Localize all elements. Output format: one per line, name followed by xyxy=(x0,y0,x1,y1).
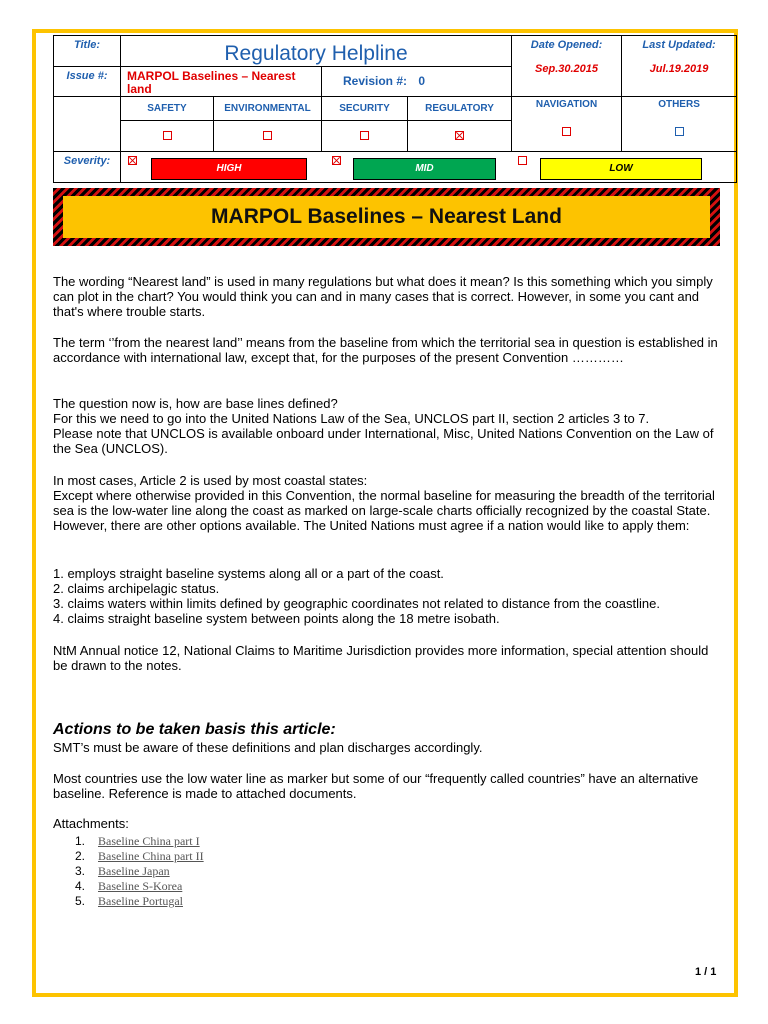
p3b-text: For this we need to go into the United Nations Law of the Sea, UNCLOS part II, section 2 articles 3 to 7. xyxy=(53,411,650,426)
attachment-number: 4. xyxy=(75,879,86,893)
attachment-link-s-korea[interactable]: Baseline S-Korea xyxy=(98,879,183,893)
category-security: SECURITY xyxy=(322,97,408,121)
list-item: 4. claims straight baseline system between points along the 18 metre isobath. xyxy=(53,611,500,626)
regulatory-check-cell xyxy=(408,121,512,152)
p3a-text: The question now is, how are base lines defined? xyxy=(53,396,338,411)
attachment-link-portugal[interactable]: Baseline Portugal xyxy=(98,894,183,908)
safety-checkbox[interactable] xyxy=(163,131,172,140)
others-checkbox[interactable] xyxy=(675,127,684,136)
p2-text: The term ‘’from the nearest land’’ means from the baseline from which the territorial sea in question is established in accordance with international law, except that, for the purposes of the present Convention ………… xyxy=(53,335,718,365)
p4a-text: In most cases, Article 2 is used by most coastal states: xyxy=(53,473,368,488)
category-safety: SAFETY xyxy=(121,97,214,121)
list-item xyxy=(75,834,204,849)
issue-cell xyxy=(121,67,322,97)
severity-low-checkbox[interactable] xyxy=(518,156,527,165)
actions-paragraph-1 xyxy=(53,740,725,755)
last-updated-label: Last Updated: xyxy=(642,39,716,51)
category-spacer xyxy=(54,97,121,152)
page-number: 1 / 1 xyxy=(695,966,717,978)
p5-text: NtM Annual notice 12, National Claims to Maritime Jurisdiction provides more information, special attention should be drawn to the notes. xyxy=(53,643,709,673)
revision-label: Revision #: xyxy=(343,74,408,88)
list-item: 2. claims archipelagic status. xyxy=(53,581,220,596)
category-regulatory: REGULATORY xyxy=(408,97,512,121)
security-checkbox[interactable] xyxy=(360,131,369,140)
baseline-options-list xyxy=(53,566,725,626)
security-check-cell xyxy=(322,121,408,152)
doc-title: Regulatory Helpline xyxy=(224,42,408,65)
severity-label: Severity: xyxy=(63,155,111,167)
attachment-number: 1. xyxy=(75,834,86,848)
actions-p1-text: SMT’s must be aware of these definitions and plan discharges accordingly. xyxy=(53,740,483,755)
paragraph-2 xyxy=(53,335,725,365)
list-item: 1. employs straight baseline systems along all or a part of the coast. xyxy=(53,566,444,581)
issue-label-cell xyxy=(54,67,121,97)
date-opened-label: Date Opened: xyxy=(530,39,603,51)
list-item xyxy=(75,849,204,864)
p1-text: The wording “Nearest land” is used in many regulations but what does it mean? Is this something which you simply can plot in the chart? You would think you can and in many cases that is correct. However, in some you cant and that's where trouble starts. xyxy=(53,274,713,319)
paragraph-3 xyxy=(53,396,725,456)
date-opened-value: Sep.30.2015 xyxy=(535,63,599,75)
severity-mid-checkbox[interactable] xyxy=(332,156,341,165)
navigation-cell xyxy=(512,97,622,152)
list-item xyxy=(75,864,204,879)
attachment-number: 5. xyxy=(75,894,86,908)
paragraph-1 xyxy=(53,274,725,319)
list-item xyxy=(75,879,204,894)
attachment-link-china-1[interactable]: Baseline China part I xyxy=(98,834,200,848)
list-item xyxy=(75,894,204,909)
actions-heading: Actions to be taken basis this article: xyxy=(53,721,336,738)
list-item: 3. claims waters within limits defined by geographic coordinates not related to distance from the coastline. xyxy=(53,596,660,611)
severity-label-cell xyxy=(54,152,121,183)
revision-value: 0 xyxy=(418,74,426,88)
environmental-check-cell xyxy=(214,121,322,152)
p4b-text: Except where otherwise provided in this Convention, the normal baseline for measuring the breadth of the territorial sea is the low-water line along the coast as marked on large-scale charts officially recognized by the coastal State. However, there are other options available. The United Nations must agree if a nation would like to apply them: xyxy=(53,488,715,533)
banner-title: MARPOL Baselines – Nearest Land xyxy=(63,196,710,238)
revision-cell xyxy=(322,67,512,97)
p3c-text: Please note that UNCLOS is available onboard under International, Misc, United Nations Convention on the Law of the Sea (UNCLOS). xyxy=(53,426,714,456)
last-updated-cell xyxy=(622,36,737,97)
title-label-cell xyxy=(54,36,121,67)
hazard-banner xyxy=(53,188,720,246)
regulatory-checkbox-checked[interactable] xyxy=(455,131,464,140)
issue-label: Issue #: xyxy=(66,70,108,82)
navigation-checkbox[interactable] xyxy=(562,127,571,136)
environmental-checkbox[interactable] xyxy=(263,131,272,140)
safety-check-cell xyxy=(121,121,214,152)
paragraph-5 xyxy=(53,643,725,673)
title-cell xyxy=(121,36,512,67)
severity-mid-box: MID xyxy=(353,158,496,180)
paragraph-4 xyxy=(53,473,725,533)
last-updated-value: Jul.19.2019 xyxy=(649,63,709,75)
severity-high-checkbox[interactable] xyxy=(128,156,137,165)
actions-p2-text: Most countries use the low water line as marker but some of our “frequently called countries” have an alternative baseline. Reference is made to attached documents. xyxy=(53,771,699,801)
attachment-number: 3. xyxy=(75,864,86,878)
attachment-link-china-2[interactable]: Baseline China part II xyxy=(98,849,204,863)
attachments-list xyxy=(75,834,204,909)
category-others: OTHERS xyxy=(658,99,700,110)
attachment-link-japan[interactable]: Baseline Japan xyxy=(98,864,170,878)
attachments-label: Attachments: xyxy=(53,816,129,831)
date-opened-cell xyxy=(512,36,622,97)
severity-low-box: LOW xyxy=(540,158,702,180)
category-navigation: NAVIGATION xyxy=(535,99,598,110)
actions-paragraph-2 xyxy=(53,771,725,801)
title-label: Title: xyxy=(73,39,101,51)
category-environmental: ENVIRONMENTAL xyxy=(214,97,322,121)
attachment-number: 2. xyxy=(75,849,86,863)
severity-high-box: HIGH xyxy=(151,158,307,180)
issue-value: MARPOL Baselines – Nearest land xyxy=(127,69,296,96)
others-cell xyxy=(622,97,737,152)
